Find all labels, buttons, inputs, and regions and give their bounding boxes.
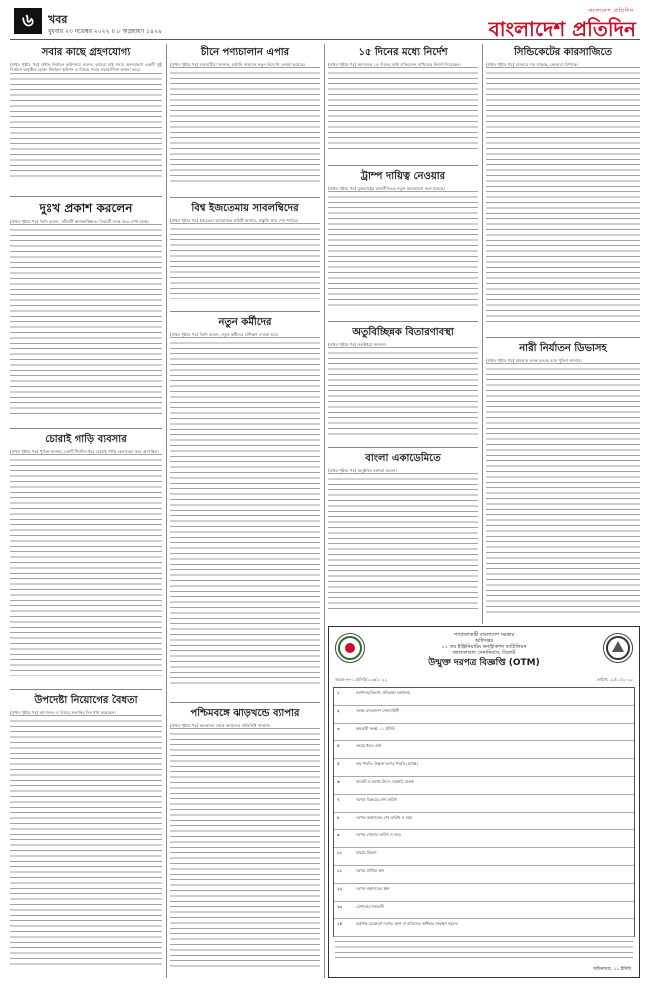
article-lead: (প্রথম পৃষ্ঠার পর) তিনি বলেন, নতুন কর্মীদের প্রশিক্ষণ দেওয়া হবে।: [170, 332, 279, 337]
newspaper-page: [10, 6, 640, 978]
article-text: [328, 67, 478, 153]
divider: [170, 197, 320, 198]
tender-row-text: দরপত্র বিক্রয়ের শেষ তারিখ: [356, 796, 397, 802]
tender-row: [334, 777, 634, 795]
article-text: [328, 191, 478, 309]
divider: [10, 689, 162, 690]
tender-row-text: যোগ্যতার শর্তাবলী: [356, 903, 384, 909]
article: [328, 44, 478, 162]
divider: [328, 321, 478, 322]
tender-row-number: ১১: [337, 868, 342, 873]
article-lead: (প্রথম পৃষ্ঠার পর) তিনি বলেন, ঘটনাটি অনাকাঙ্ক্ষিত। বিষয়টি তদন্ত করে দেখা হচ্ছে।: [10, 219, 149, 224]
tender-row-number: ১: [337, 690, 340, 695]
article-text: [328, 347, 478, 435]
tender-row-text: দরপত্র জমাদানের স্থান: [356, 885, 390, 891]
tender-row-number: ৩: [337, 725, 340, 731]
tender-row-text: ক্রয়কারী সংস্থা: ১১ ইসিবি: [356, 725, 395, 731]
tender-notes: [335, 941, 633, 961]
headline: বিশ্ব ইজতেমায় সাবলম্বিদের: [191, 203, 299, 214]
article-lead: (প্রথম পৃষ্ঠার পর) কলকাতা থেকে আমাদের প্রতিনিধি জানান।: [170, 723, 271, 728]
article: [10, 431, 162, 686]
divider: [10, 196, 162, 197]
tender-row-text: ক্রয়ের ধরন: কার্য: [356, 743, 382, 749]
tender-row: [334, 919, 634, 937]
article-lead: (প্রথম পৃষ্ঠার পর) বাজারে দাম বাড়ছে, ক্রেতারা বিপাকে।: [486, 62, 579, 67]
tender-row-text: দরপত্র প্রাপ্তির স্থান: [356, 868, 384, 873]
article-text: [328, 473, 478, 613]
divider: [170, 311, 320, 312]
headline: সিন্ডিকেটের কারসাজিতে: [513, 47, 612, 58]
tender-row: [334, 848, 634, 866]
tender-row-number: ৬: [337, 779, 340, 784]
tender-row: [334, 759, 634, 777]
headline: অতুবিচ্ছিন্নক বিতারণাবস্থা: [352, 327, 454, 338]
section-label: খবর: [48, 13, 68, 26]
headline: ১৫ দিনের মধ্যে নির্দেশ: [358, 47, 448, 58]
article: [170, 200, 320, 308]
tender-row-text: মন্ত্রণালয়/বিভাগ: প্রতিরক্ষা মন্ত্রণালয়: [356, 690, 411, 695]
article: [170, 314, 320, 699]
article-text: [10, 73, 162, 181]
article: [328, 450, 478, 622]
tender-dept: অধিদপ্তর: [474, 638, 494, 644]
masthead: [10, 6, 640, 40]
tender-row-number: ১০: [337, 850, 342, 856]
article-lead: (প্রথম পৃষ্ঠার পর) ব্যবসায়ীরা জানান, রপ্তানি বাড়াতে নতুন উদ্যোগ নেওয়া হয়েছে।: [170, 62, 306, 67]
tender-row-text: কার্যের বিবরণ: [356, 850, 377, 856]
tender-row: [334, 813, 634, 831]
divider: [10, 428, 162, 429]
divider: [328, 447, 478, 448]
tender-row-number: ৯: [337, 832, 340, 838]
article-lead: (প্রথম পৃষ্ঠার পর) সংশ্লিষ্টরা জানান।: [328, 342, 387, 347]
headline: চীনে পণ্যচালান এপার: [200, 47, 290, 58]
tender-row-number: ৮: [337, 814, 340, 820]
article-lead: (প্রথম পৃষ্ঠার পর) আদালত ১৫ দিনের মধ্যে প্রতিবেদন দাখিলের নির্দেশ দিয়েছেন।: [328, 62, 461, 67]
divider: [328, 165, 478, 166]
headline: বাংলা একাডেমিতে: [365, 453, 441, 464]
headline: উপদেষ্টা নিয়োগের বৈধতা: [34, 695, 138, 706]
article-text: [10, 224, 162, 414]
tender-row-text: সংস্থা: বাংলাদেশ সেনাবাহিনী: [356, 707, 400, 713]
tender-gov: গণপ্রজাতন্ত্রী বাংলাদেশ সরকার: [453, 632, 515, 638]
tender-row-number: ২: [337, 707, 340, 713]
tender-row-text: বাজেট ও অর্থের উৎস: সরকারি রাজস্ব: [356, 779, 414, 784]
column-rule: [482, 44, 483, 624]
tender-place: জালালাবাদ সেনানিবাস, সিলেট: [452, 650, 516, 656]
tender-signature: অধিনায়ক, ১১ ইসিবি: [592, 967, 631, 972]
army-emblem-icon: [603, 633, 633, 663]
article-text: [170, 223, 320, 299]
article: [328, 324, 478, 444]
article-text: [170, 728, 320, 968]
divider: [170, 702, 320, 703]
article-lead: (প্রথম পৃষ্ঠার পর) প্রধান নির্বাচন কমিশনার বলেন, আমরা চাই সবার অংশগ্রহণে একটি সুষ্ঠু নির্বাচন অনুষ্ঠিত হোক। নির্বাচন কমিশন এ বিষয়ে সবার সহযোগিতা কামনা করে।: [10, 62, 162, 73]
article-text: [486, 67, 640, 325]
tender-row: [334, 902, 634, 920]
column-rule: [166, 44, 167, 978]
article-text: [170, 337, 320, 687]
tender-row: [334, 884, 634, 902]
headline: নতুন কর্মীদের: [218, 317, 272, 328]
tender-row: [334, 795, 634, 813]
article: [10, 692, 162, 978]
article-lead: (প্রথম পৃষ্ঠার পর) মামলার তদন্ত চলছে বলে পুলিশ জানায়।: [486, 358, 583, 363]
article: [10, 199, 162, 425]
tender-row-text: ক্রয় পদ্ধতি: উন্মুক্ত দরপত্র পদ্ধতি (OTM): [356, 761, 418, 767]
article: [328, 168, 478, 318]
tender-row: [334, 866, 634, 884]
article: [486, 44, 640, 334]
article-text: [170, 67, 320, 185]
article-lead: (প্রথম পৃষ্ঠার পর) অনুষ্ঠানে বক্তারা বলেন।: [328, 468, 397, 473]
government-emblem-icon: [335, 633, 365, 663]
tender-row: [334, 706, 634, 724]
tender-row-number: ৫: [337, 761, 340, 767]
tender-row: [334, 688, 634, 706]
tender-row-number: ৪: [337, 743, 340, 749]
article: [170, 44, 320, 194]
tender-row-text: দরপত্র জমাদানের শেষ তারিখ ও সময়: [356, 814, 413, 820]
tender-row-text: দরপত্র খোলার তারিখ ও সময়: [356, 832, 401, 838]
headline: পশ্চিমবঙ্গে ঝাড়খন্ডে ব্যাপার: [190, 708, 300, 719]
tender-table: [333, 687, 635, 937]
article-text: [486, 363, 640, 613]
tender-row-number: ১৪: [337, 921, 342, 927]
tender-title: উন্মুক্ত দরপত্র বিজ্ঞপ্তি (OTM): [428, 658, 540, 668]
article-lead: (প্রথম পৃষ্ঠার পর) আদালত এ বিষয়ে শুনানির দিন ধার্য করেছেন।: [10, 710, 116, 715]
headline: চোরাই গাড়ি ব্যবসার: [45, 434, 127, 445]
tender-row-number: ১২: [337, 885, 342, 891]
article: [486, 340, 640, 622]
page-number: ৬: [14, 8, 42, 34]
article-text: [10, 715, 162, 967]
brand-tag: বাংলাদেশ প্রতিদিন: [588, 8, 634, 14]
article-text: [10, 454, 162, 676]
tender-row: [334, 724, 634, 742]
tender-date: তারিখ: ২২/১১/২০২২: [596, 677, 633, 682]
tender-office: ১১ তম ইঞ্জিনিয়ারিং কনস্ট্রাকশন ব্যাটালিয়ন: [441, 644, 527, 650]
tender-row: [334, 741, 634, 759]
article-lead: (প্রথম পৃষ্ঠার পর) যুক্তরাষ্ট্রের রাজনীতিতে নতুন আলোচনা শুরু হয়েছে।: [328, 186, 445, 191]
divider: [486, 337, 640, 338]
headline: ট্রাম্প দায়িত্ব নেওয়ার: [360, 171, 446, 182]
tender-row-text: কর্তৃপক্ষ যেকোনো দরপত্র গ্রহণ বা বাতিলের অধিকার সংরক্ষণ করেন।: [356, 921, 458, 927]
tender-row-number: ১৩: [337, 903, 342, 909]
article-lead: (প্রথম পৃষ্ঠার পর) পুলিশ জানায়, চক্রটি দীর্ঘদিন ধরে চোরাই গাড়ি কেনাবেচা করে আসছিল।: [10, 449, 159, 454]
brand-logo: বাংলাদেশ প্রতিদিন: [488, 17, 636, 41]
column-rule: [324, 44, 325, 978]
tender-row: [334, 830, 634, 848]
headline: দুঃখ প্রকাশ করলেন: [39, 201, 133, 215]
tender-memo: স্মারক নং-১১ইসিবি/১২৩/২০২২: [335, 677, 387, 682]
tender-row-number: ৭: [337, 796, 340, 802]
article: [170, 705, 320, 978]
article: [10, 44, 162, 194]
tender-advertisement: [328, 626, 640, 978]
headline: নারী নির্যাতন ডিভাসহ: [519, 343, 607, 354]
article-lead: (প্রথম পৃষ্ঠার পর) ইজতেমা আয়োজক কমিটি জানায়, প্রস্তুতি প্রায় শেষ পর্যায়ে।: [170, 218, 299, 223]
dateline: বুধবার ২৩ নভেম্বর ২০২২ ॥ ৮ অগ্রহায়ণ ১৪২৯: [48, 28, 162, 35]
headline: সবার কাছে গ্রহণযোগ্য: [41, 47, 131, 58]
